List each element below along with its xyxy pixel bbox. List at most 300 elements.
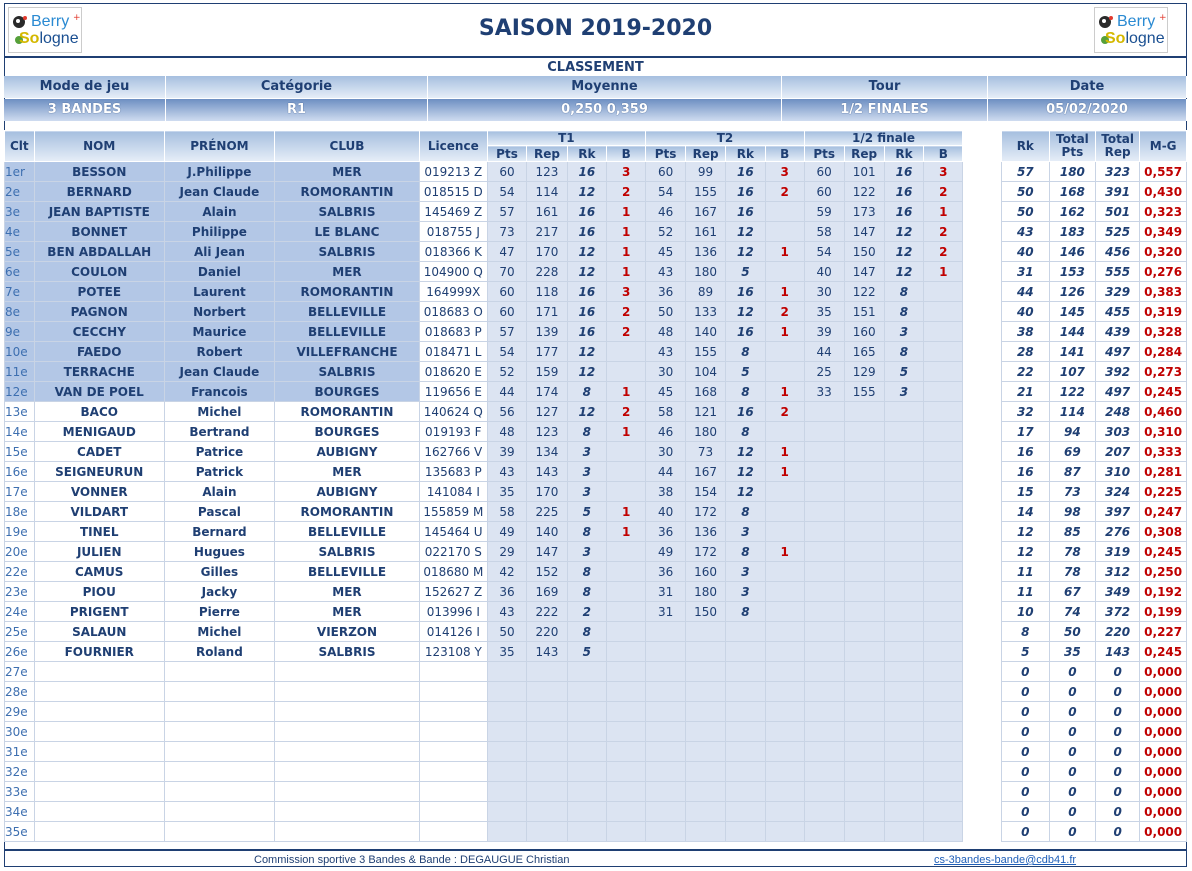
round-points xyxy=(487,722,527,742)
general-average: 0,320 xyxy=(1140,242,1187,262)
rank-position: 4e xyxy=(5,222,35,242)
round-bonus: 2 xyxy=(607,402,646,422)
round-rank: 12 xyxy=(726,442,766,462)
rank-position: 34e xyxy=(5,802,35,822)
round-points: 39 xyxy=(804,322,844,342)
ranking-table xyxy=(4,130,1187,842)
player-licence xyxy=(420,762,488,782)
total-innings: 501 xyxy=(1095,202,1139,222)
total-points: 73 xyxy=(1049,482,1095,502)
rank-position: 1er xyxy=(5,162,35,182)
round-points xyxy=(804,682,844,702)
round-points xyxy=(804,782,844,802)
general-average: 0,000 xyxy=(1140,682,1187,702)
total-rank: 50 xyxy=(1001,202,1049,222)
player-club: MER xyxy=(274,162,419,182)
round-innings xyxy=(844,582,884,602)
player-licence xyxy=(420,722,488,742)
rank-position: 10e xyxy=(5,342,35,362)
round-innings: 129 xyxy=(844,362,884,382)
player-club: MER xyxy=(274,262,419,282)
round-bonus xyxy=(924,702,963,722)
round-innings: 154 xyxy=(686,482,726,502)
round-bonus xyxy=(765,502,804,522)
round-innings: 121 xyxy=(686,402,726,422)
player-firstname: Maurice xyxy=(164,322,274,342)
round-rank xyxy=(726,622,766,642)
round-points: 30 xyxy=(804,282,844,302)
player-name: BONNET xyxy=(34,222,164,242)
round-rank xyxy=(884,622,924,642)
column-gap xyxy=(963,382,1001,402)
round-innings: 170 xyxy=(527,482,567,502)
player-name xyxy=(34,742,164,762)
round-rank: 8 xyxy=(726,422,766,442)
player-firstname: Patrick xyxy=(164,462,274,482)
total-points: 153 xyxy=(1049,262,1095,282)
round-innings xyxy=(686,662,726,682)
round-rank: 12 xyxy=(567,262,607,282)
round-bonus xyxy=(607,542,646,562)
total-rank: 0 xyxy=(1001,802,1049,822)
rank-position: 26e xyxy=(5,642,35,662)
round-innings: 159 xyxy=(527,362,567,382)
player-licence xyxy=(420,802,488,822)
player-club xyxy=(274,662,419,682)
total-innings: 323 xyxy=(1095,162,1139,182)
column-gap xyxy=(963,502,1001,522)
player-club: BELLEVILLE xyxy=(274,302,419,322)
total-points: 114 xyxy=(1049,402,1095,422)
round-rank: 3 xyxy=(567,542,607,562)
player-name: MENIGAUD xyxy=(34,422,164,442)
table-row xyxy=(5,762,1187,782)
player-firstname xyxy=(164,742,274,762)
round-bonus: 1 xyxy=(765,542,804,562)
total-points: 168 xyxy=(1049,182,1095,202)
player-club: MER xyxy=(274,582,419,602)
total-points: 35 xyxy=(1049,642,1095,662)
round-points: 50 xyxy=(646,302,686,322)
general-average: 0,000 xyxy=(1140,762,1187,782)
total-points: 180 xyxy=(1049,162,1095,182)
round-innings xyxy=(844,522,884,542)
column-gap xyxy=(963,222,1001,242)
round-points: 73 xyxy=(487,222,527,242)
round-innings: 118 xyxy=(527,282,567,302)
round-bonus xyxy=(607,662,646,682)
round-rank xyxy=(884,582,924,602)
total-points: 87 xyxy=(1049,462,1095,482)
round-bonus: 2 xyxy=(924,222,963,242)
round-rank xyxy=(884,422,924,442)
round-bonus xyxy=(924,822,963,842)
general-average: 0,308 xyxy=(1140,522,1187,542)
total-points: 144 xyxy=(1049,322,1095,342)
round-bonus: 1 xyxy=(607,202,646,222)
round-rank: 8 xyxy=(567,582,607,602)
round-innings: 127 xyxy=(527,402,567,422)
player-firstname: J.Philippe xyxy=(164,162,274,182)
round-bonus: 1 xyxy=(765,282,804,302)
round-innings xyxy=(686,762,726,782)
info-mode-value: 3 BANDES xyxy=(4,99,166,121)
column-gap xyxy=(963,782,1001,802)
table-row xyxy=(5,262,1187,282)
general-average: 0,245 xyxy=(1140,542,1187,562)
column-gap xyxy=(963,182,1001,202)
player-club: ROMORANTIN xyxy=(274,402,419,422)
table-row xyxy=(5,742,1187,762)
round-rank: 12 xyxy=(726,222,766,242)
table-row xyxy=(5,182,1187,202)
player-firstname: Jean Claude xyxy=(164,182,274,202)
round-points: 49 xyxy=(487,522,527,542)
general-average: 0,250 xyxy=(1140,562,1187,582)
player-name: PIOU xyxy=(34,582,164,602)
round-rank xyxy=(726,822,766,842)
player-licence: 135683 P xyxy=(420,462,488,482)
round-innings xyxy=(844,402,884,422)
player-firstname: Jean Claude xyxy=(164,362,274,382)
table-row xyxy=(5,342,1187,362)
total-innings: 497 xyxy=(1095,382,1139,402)
logo-word-berry: Berry xyxy=(31,13,70,30)
round-innings: 170 xyxy=(527,242,567,262)
round-bonus xyxy=(765,682,804,702)
round-points: 36 xyxy=(646,282,686,302)
round-points xyxy=(487,682,527,702)
table-row xyxy=(5,582,1187,602)
round-innings: 139 xyxy=(527,322,567,342)
subcol-rep: Rep xyxy=(686,146,726,162)
round-bonus: 1 xyxy=(765,462,804,482)
player-firstname: Roland xyxy=(164,642,274,662)
player-name xyxy=(34,822,164,842)
round-innings: 134 xyxy=(527,442,567,462)
player-name: VONNER xyxy=(34,482,164,502)
column-gap xyxy=(963,702,1001,722)
rank-position: 11e xyxy=(5,362,35,382)
player-licence: 018683 P xyxy=(420,322,488,342)
round-rank xyxy=(567,802,607,822)
table-row xyxy=(5,542,1187,562)
round-innings xyxy=(686,822,726,842)
round-innings: 169 xyxy=(527,582,567,602)
info-date-value: 05/02/2020 xyxy=(988,99,1187,121)
round-bonus xyxy=(607,682,646,702)
round-rank xyxy=(567,722,607,742)
total-innings: 397 xyxy=(1095,502,1139,522)
subcol-rep: Rep xyxy=(527,146,567,162)
round-points xyxy=(804,562,844,582)
round-points: 54 xyxy=(487,182,527,202)
round-points: 44 xyxy=(804,342,844,362)
round-bonus xyxy=(607,702,646,722)
player-firstname: Alain xyxy=(164,202,274,222)
total-points: 126 xyxy=(1049,282,1095,302)
player-club xyxy=(274,802,419,822)
rank-position: 16e xyxy=(5,462,35,482)
player-club: SALBRIS xyxy=(274,242,419,262)
round-points: 40 xyxy=(804,262,844,282)
player-name xyxy=(34,682,164,702)
round-bonus xyxy=(765,262,804,282)
round-innings: 150 xyxy=(844,242,884,262)
rank-position: 20e xyxy=(5,542,35,562)
column-gap xyxy=(963,542,1001,562)
round-bonus: 1 xyxy=(607,382,646,402)
column-gap xyxy=(963,442,1001,462)
table-row xyxy=(5,622,1187,642)
total-rank: 0 xyxy=(1001,702,1049,722)
round-bonus xyxy=(765,742,804,762)
column-gap xyxy=(963,682,1001,702)
total-innings: 0 xyxy=(1095,722,1139,742)
subcol-pts: Pts xyxy=(646,146,686,162)
player-licence: 123108 Y xyxy=(420,642,488,662)
round-bonus: 3 xyxy=(607,162,646,182)
round-rank: 16 xyxy=(567,302,607,322)
player-firstname xyxy=(164,662,274,682)
total-rank: 0 xyxy=(1001,822,1049,842)
rank-position: 32e xyxy=(5,762,35,782)
round-points xyxy=(804,762,844,782)
round-innings: 160 xyxy=(844,322,884,342)
player-name xyxy=(34,782,164,802)
round-rank xyxy=(726,682,766,702)
round-points: 36 xyxy=(646,522,686,542)
round-points xyxy=(804,442,844,462)
round-points xyxy=(804,522,844,542)
round-bonus xyxy=(607,582,646,602)
round-points: 60 xyxy=(487,162,527,182)
round-rank xyxy=(567,662,607,682)
rank-position: 17e xyxy=(5,482,35,502)
round-bonus xyxy=(924,522,963,542)
round-rank: 16 xyxy=(567,282,607,302)
total-innings: 319 xyxy=(1095,542,1139,562)
subcol-b: B xyxy=(924,146,963,162)
column-gap xyxy=(963,422,1001,442)
round-points: 49 xyxy=(646,542,686,562)
round-rank: 12 xyxy=(726,242,766,262)
round-innings: 89 xyxy=(686,282,726,302)
round-rank: 3 xyxy=(567,462,607,482)
subcol-b: B xyxy=(607,146,646,162)
round-bonus xyxy=(607,602,646,622)
round-points: 60 xyxy=(804,162,844,182)
column-gap xyxy=(963,322,1001,342)
round-bonus xyxy=(765,762,804,782)
round-points: 48 xyxy=(646,322,686,342)
col-rk: Rk xyxy=(1001,131,1049,162)
column-gap xyxy=(963,362,1001,382)
col-group-t2: T2 xyxy=(646,131,805,146)
total-rank: 12 xyxy=(1001,542,1049,562)
page xyxy=(4,3,1187,867)
round-bonus: 2 xyxy=(765,302,804,322)
round-innings: 140 xyxy=(527,522,567,542)
player-firstname: Michel xyxy=(164,402,274,422)
player-name xyxy=(34,762,164,782)
total-innings: 392 xyxy=(1095,362,1139,382)
general-average: 0,383 xyxy=(1140,282,1187,302)
player-firstname xyxy=(164,682,274,702)
round-rank: 16 xyxy=(567,322,607,342)
round-innings xyxy=(686,782,726,802)
player-licence: 018620 E xyxy=(420,362,488,382)
player-firstname: Francois xyxy=(164,382,274,402)
round-rank: 16 xyxy=(726,162,766,182)
total-rank: 14 xyxy=(1001,502,1049,522)
round-bonus xyxy=(924,782,963,802)
player-name: PAGNON xyxy=(34,302,164,322)
column-gap xyxy=(963,462,1001,482)
player-name: FAEDO xyxy=(34,342,164,362)
round-innings: 168 xyxy=(686,382,726,402)
round-rank xyxy=(884,722,924,742)
total-points: 0 xyxy=(1049,742,1095,762)
total-points: 0 xyxy=(1049,662,1095,682)
round-bonus: 1 xyxy=(765,322,804,342)
col-mg: M-G xyxy=(1140,131,1187,162)
round-innings xyxy=(844,722,884,742)
round-innings xyxy=(527,802,567,822)
round-innings: 133 xyxy=(686,302,726,322)
round-points: 43 xyxy=(646,262,686,282)
total-innings: 372 xyxy=(1095,602,1139,622)
round-points: 47 xyxy=(487,242,527,262)
round-points xyxy=(646,822,686,842)
round-innings xyxy=(527,662,567,682)
player-licence: 145469 Z xyxy=(420,202,488,222)
round-points: 58 xyxy=(487,502,527,522)
round-bonus xyxy=(765,722,804,742)
general-average: 0,000 xyxy=(1140,662,1187,682)
player-name: PRIGENT xyxy=(34,602,164,622)
round-rank: 12 xyxy=(726,462,766,482)
rank-position: 35e xyxy=(5,822,35,842)
total-points: 107 xyxy=(1049,362,1095,382)
column-gap xyxy=(963,162,1001,182)
round-innings xyxy=(527,702,567,722)
round-innings: 222 xyxy=(527,602,567,622)
round-rank: 16 xyxy=(567,162,607,182)
info-header-row xyxy=(4,76,1187,98)
player-firstname: Norbert xyxy=(164,302,274,322)
round-points: 60 xyxy=(487,302,527,322)
round-innings: 101 xyxy=(844,162,884,182)
general-average: 0,328 xyxy=(1140,322,1187,342)
round-innings: 140 xyxy=(686,322,726,342)
ranking-body xyxy=(5,162,1187,842)
round-bonus xyxy=(765,222,804,242)
player-firstname: Robert xyxy=(164,342,274,362)
round-points: 50 xyxy=(487,622,527,642)
player-firstname: Gilles xyxy=(164,562,274,582)
player-licence: 164999X xyxy=(420,282,488,302)
total-rank: 22 xyxy=(1001,362,1049,382)
round-innings xyxy=(844,742,884,762)
round-points: 58 xyxy=(646,402,686,422)
round-innings: 160 xyxy=(686,562,726,582)
player-club: MER xyxy=(274,602,419,622)
rank-position: 27e xyxy=(5,662,35,682)
total-innings: 248 xyxy=(1095,402,1139,422)
round-points: 40 xyxy=(646,502,686,522)
round-points: 36 xyxy=(487,582,527,602)
round-rank: 8 xyxy=(726,542,766,562)
round-innings xyxy=(844,782,884,802)
round-rank xyxy=(884,542,924,562)
total-innings: 220 xyxy=(1095,622,1139,642)
round-rank xyxy=(884,782,924,802)
round-rank: 8 xyxy=(884,342,924,362)
player-club xyxy=(274,742,419,762)
round-innings xyxy=(527,742,567,762)
round-points: 58 xyxy=(804,222,844,242)
footer-email-link[interactable]: cs-3bandes-bande@cdb41.fr xyxy=(934,854,1077,866)
table-row xyxy=(5,282,1187,302)
round-bonus xyxy=(607,642,646,662)
column-gap xyxy=(963,562,1001,582)
round-points: 59 xyxy=(804,202,844,222)
round-innings: 155 xyxy=(686,182,726,202)
player-licence: 140624 Q xyxy=(420,402,488,422)
table-row xyxy=(5,202,1187,222)
round-points xyxy=(646,742,686,762)
round-bonus: 1 xyxy=(765,382,804,402)
player-name: TERRACHE xyxy=(34,362,164,382)
round-points xyxy=(487,802,527,822)
round-points: 52 xyxy=(487,362,527,382)
total-innings: 391 xyxy=(1095,182,1139,202)
total-rank: 0 xyxy=(1001,742,1049,762)
player-licence: 019193 F xyxy=(420,422,488,442)
round-rank xyxy=(884,742,924,762)
table-row xyxy=(5,722,1187,742)
round-rank: 16 xyxy=(726,282,766,302)
total-points: 162 xyxy=(1049,202,1095,222)
round-bonus: 2 xyxy=(765,182,804,202)
rank-position: 3e xyxy=(5,202,35,222)
round-points: 33 xyxy=(804,382,844,402)
player-firstname: Pascal xyxy=(164,502,274,522)
total-innings: 439 xyxy=(1095,322,1139,342)
round-rank: 5 xyxy=(726,262,766,282)
table-row xyxy=(5,302,1187,322)
round-rank: 3 xyxy=(884,322,924,342)
general-average: 0,225 xyxy=(1140,482,1187,502)
round-points xyxy=(804,662,844,682)
rank-position: 24e xyxy=(5,602,35,622)
player-licence: 018683 O xyxy=(420,302,488,322)
round-innings: 147 xyxy=(844,262,884,282)
table-row xyxy=(5,222,1187,242)
round-bonus xyxy=(765,362,804,382)
round-rank: 8 xyxy=(884,282,924,302)
round-bonus xyxy=(765,702,804,722)
round-innings xyxy=(844,802,884,822)
rank-position: 6e xyxy=(5,262,35,282)
round-bonus: 1 xyxy=(607,262,646,282)
round-points xyxy=(804,502,844,522)
round-points xyxy=(804,802,844,822)
round-innings xyxy=(686,622,726,642)
round-innings: 172 xyxy=(686,502,726,522)
round-points: 46 xyxy=(646,422,686,442)
